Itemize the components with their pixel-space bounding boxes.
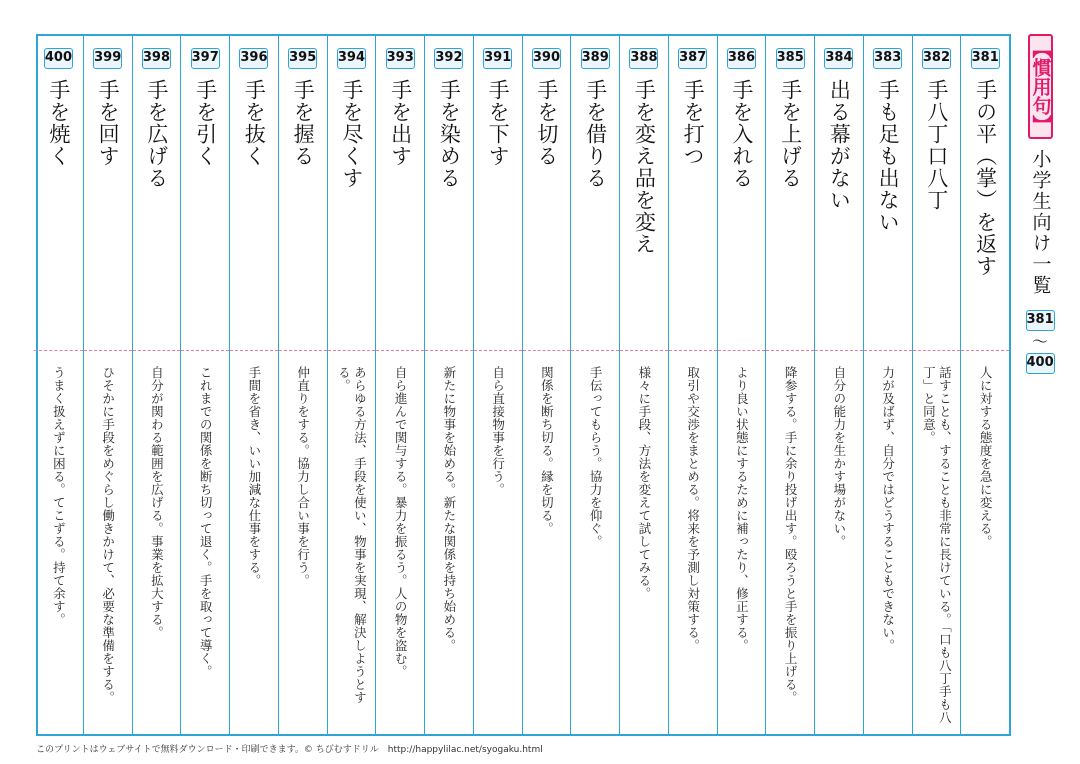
idiom-column [863,36,912,734]
dashed-divider [34,350,83,351]
side-panel [1022,34,1058,736]
dashed-divider [376,350,424,351]
idiom-meaning: 関係を断ち切る。縁を切る。 [539,366,555,535]
idiom-phrase: 手を抜く [242,79,267,167]
idiom-column [229,36,278,734]
dashed-divider [425,350,473,351]
idiom-number-badge: 389 [581,48,610,69]
range-end-badge: 400 [1026,353,1055,374]
idiom-column [912,36,961,734]
idiom-phrase: 手を引く [193,79,218,167]
idiom-column [180,36,229,734]
dashed-divider [328,350,376,351]
idiom-number-badge: 382 [922,48,951,69]
idiom-column [668,36,717,734]
idiom-phrase: 手を出す [388,79,413,167]
dashed-divider [474,350,522,351]
idiom-meaning: 人に対する態度を急に変える。 [978,366,994,548]
idiom-meaning: 手間を省き、いい加減な仕事をする。 [246,366,262,587]
idiom-meaning: 力が及ばず、自分ではどうすることもできない。 [880,366,896,652]
idiom-column [619,36,668,734]
idiom-column [765,36,814,734]
idiom-column [132,36,181,734]
dashed-divider [913,350,961,351]
idiom-phrase: 手を入れる [729,79,754,189]
idiom-meaning: ひそかに手段をめぐらし働きかけて、必要な準備をする。 [100,366,116,704]
worksheet-category-title: 【慣用句】 [1028,34,1053,139]
idiom-column [522,36,571,734]
dashed-divider [815,350,863,351]
idiom-phrase: 手の平（掌）を返す [973,79,998,277]
idiom-phrase: 手を変え品を変え [632,79,657,255]
idiom-column [424,36,473,734]
idiom-phrase: 手も足も出ない [876,79,901,233]
idiom-meaning: 様々に手段、方法を変えて試してみる。 [636,366,652,600]
idiom-phrase: 手を切る [534,79,559,167]
idiom-number-badge: 394 [337,48,366,69]
idiom-number-badge: 398 [142,48,171,69]
idiom-column [473,36,522,734]
idiom-number-badge: 386 [727,48,756,69]
idiom-phrase: 手を染める [437,79,462,189]
dashed-divider [84,350,132,351]
dashed-divider [620,350,668,351]
idiom-phrase: 手を握る [291,79,316,167]
idiom-phrase: 出る幕がない [827,79,852,211]
idiom-column [278,36,327,734]
idiom-phrase: 手を尽くす [339,79,364,189]
dashed-divider [571,350,619,351]
idiom-meaning: 自分の能力を生かす場がない。 [831,366,847,548]
range-tilde: ～ [1031,332,1048,351]
idiom-column [327,36,376,734]
idiom-column [960,36,1009,734]
idiom-number-badge: 399 [93,48,122,69]
idiom-number-badge: 390 [532,48,561,69]
idiom-meaning: 自分が関わる範囲を広げる。事業を拡大する。 [149,366,165,639]
idiom-meaning: 自ら直接物事を行う。 [490,366,506,496]
idiom-number-badge: 381 [971,48,1000,69]
idiom-number-badge: 388 [629,48,658,69]
idiom-phrase: 手を借りる [583,79,608,189]
idiom-number-badge: 393 [386,48,415,69]
idiom-phrase: 手を打つ [681,79,706,167]
idiom-meaning: 仲直りをする。協力し合い事を行う。 [295,366,311,587]
idiom-column [814,36,863,734]
idiom-number-badge: 383 [873,48,902,69]
idiom-meaning: 自ら進んで関与する。暴力を振るう。人の物を盗む。 [393,366,409,678]
dashed-divider [766,350,814,351]
dashed-divider [523,350,571,351]
idiom-column [83,36,132,734]
idiom-number-badge: 392 [434,48,463,69]
idiom-column [34,36,83,734]
idiom-column [570,36,619,734]
idiom-phrase: 手八丁口八丁 [924,79,949,211]
idiom-meaning: 降参する。手に余り投げ出す。殴ろうと手を振り上げる。 [783,366,799,704]
dashed-divider [230,350,278,351]
dashed-divider [669,350,717,351]
idiom-phrase: 手を広げる [144,79,169,189]
idiom-meaning: うまく扱えずに困る。てこずる。持て余す。 [51,366,67,626]
idiom-meaning: これまでの関係を断ち切って退く。手を取って導く。 [198,366,214,678]
idiom-meaning: より良い状態にするために補ったり、修正する。 [734,366,750,652]
dashed-divider [864,350,912,351]
idiom-number-badge: 397 [191,48,220,69]
idiom-phrase: 手を上げる [778,79,803,189]
idiom-meaning: 新たに物事を始める。新たな関係を持ち始める。 [441,366,457,652]
idiom-meaning: 手伝ってもらう。協力を仰ぐ。 [588,366,604,548]
idiom-number-badge: 384 [824,48,853,69]
dashed-divider [279,350,327,351]
idiom-meaning: 取引や交渉をまとめる。将来を予測し対策する。 [685,366,701,652]
range-start-badge: 381 [1026,310,1055,331]
dashed-divider [961,350,1009,351]
idiom-number-badge: 400 [44,48,73,69]
idiom-phrase: 手を焼く [46,79,71,167]
idiom-number-badge: 385 [776,48,805,69]
dashed-divider [133,350,181,351]
idiom-meaning: あらゆる方法、手段を使い、物事を実現、解決しようとする。 [336,366,368,704]
idiom-phrase: 手を下す [486,79,511,167]
idiom-column [375,36,424,734]
worksheet-subtitle: 小学生向け一覧 [1029,149,1052,296]
idiom-number-badge: 395 [288,48,317,69]
dashed-divider [718,350,766,351]
idiom-table [36,34,1011,736]
idiom-column [717,36,766,734]
idiom-meaning: 話すことも、することも非常に長けている。「口も八丁手も八丁」と同意。 [921,366,953,724]
footer-note: このプリントはウェブサイトで無料ダウンロード・印刷できます。© ちびむすドリル http://happylilac.net/syogaku.html [36,745,543,755]
dashed-divider [181,350,229,351]
idiom-number-badge: 396 [239,48,268,69]
idiom-number-badge: 391 [483,48,512,69]
idiom-phrase: 手を回す [96,79,121,167]
idiom-number-badge: 387 [678,48,707,69]
